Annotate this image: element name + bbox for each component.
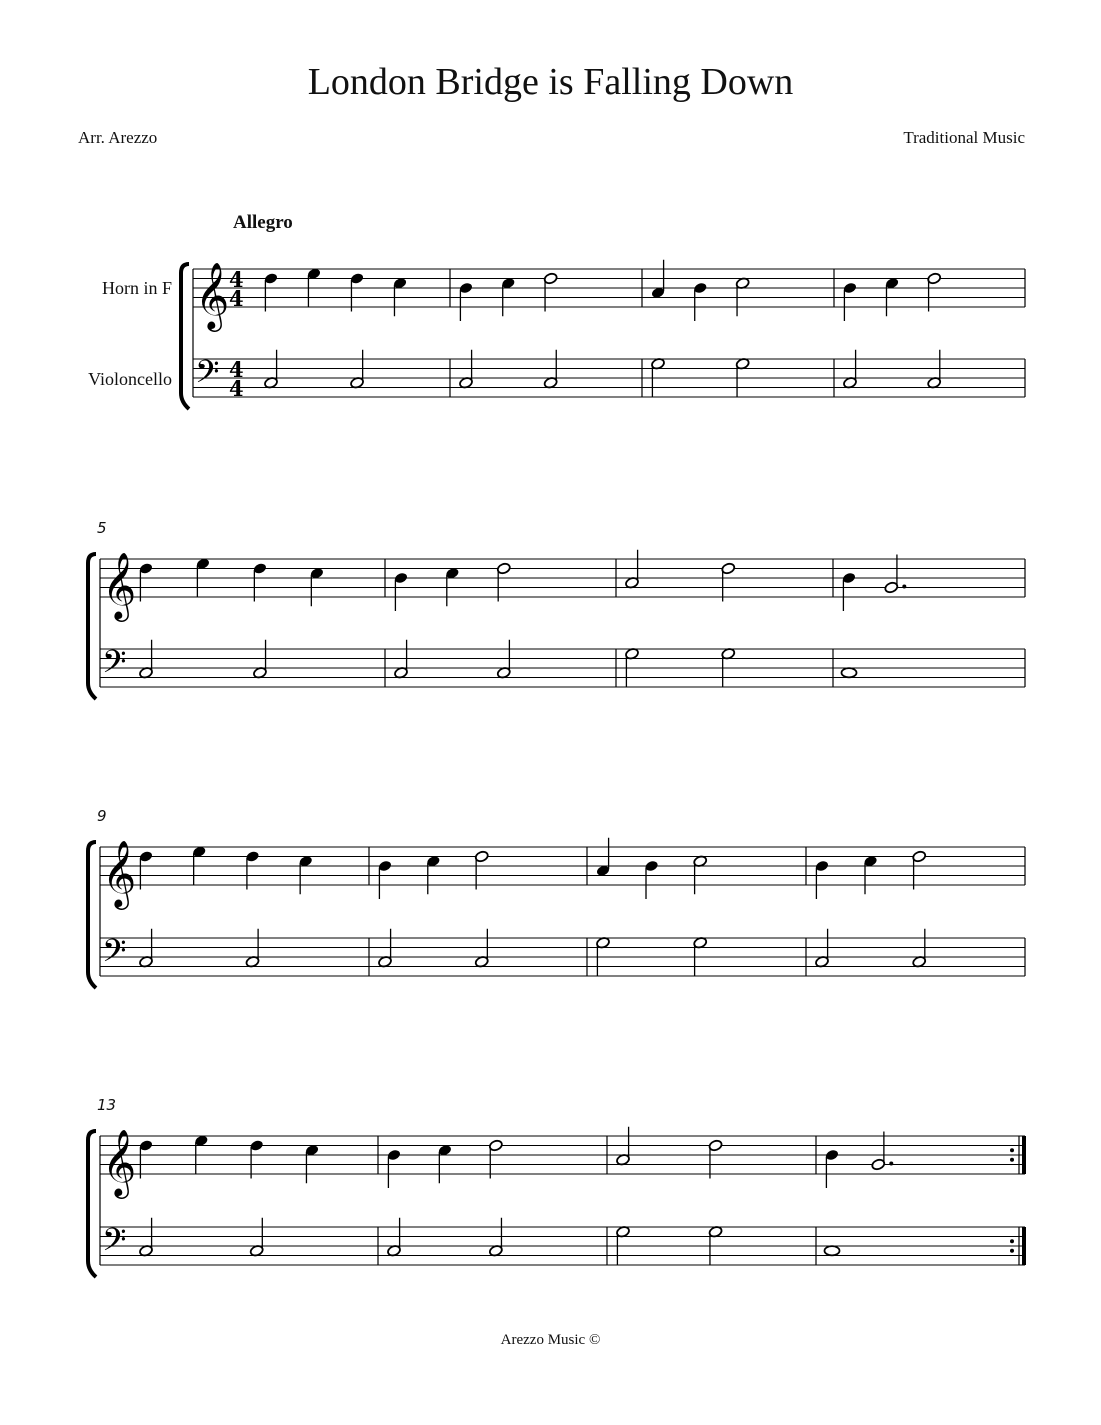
instrument-label-horn: Horn in F bbox=[101, 278, 172, 298]
treble-clef-icon: 𝄞 bbox=[195, 261, 230, 329]
whole-note bbox=[825, 1246, 840, 1255]
measure-number: 13 bbox=[97, 1096, 117, 1114]
repeat-dot bbox=[1010, 1249, 1014, 1253]
time-signature-denominator: 4 bbox=[229, 376, 244, 401]
augmentation-dot bbox=[902, 585, 906, 589]
treble-clef-icon: 𝄞 bbox=[102, 551, 137, 619]
bass-clef-icon: 𝄢 bbox=[102, 1221, 127, 1266]
copyright-footer: Arezzo Music © bbox=[500, 1332, 601, 1348]
bass-clef-icon: 𝄢 bbox=[102, 932, 127, 977]
repeat-dot bbox=[1010, 1148, 1014, 1152]
tempo-marking: Allegro bbox=[233, 212, 293, 233]
treble-clef-icon: 𝄞 bbox=[102, 1128, 137, 1196]
measure-number: 9 bbox=[97, 807, 107, 825]
time-signature-numerator: 4 bbox=[229, 357, 244, 382]
final-barline bbox=[1022, 1136, 1026, 1174]
instrument-label-cello: Violoncello bbox=[88, 369, 172, 389]
repeat-dot bbox=[1010, 1239, 1014, 1243]
system-bracket bbox=[181, 264, 189, 409]
measure-number: 5 bbox=[97, 519, 107, 537]
system-bracket bbox=[88, 554, 96, 699]
augmentation-dot bbox=[889, 1162, 893, 1166]
system-bracket bbox=[88, 1131, 96, 1277]
composer-credit: Traditional Music bbox=[903, 128, 1025, 147]
repeat-dot bbox=[1010, 1158, 1014, 1162]
whole-note bbox=[842, 668, 857, 677]
time-signature-denominator: 4 bbox=[229, 286, 244, 311]
time-signature-numerator: 4 bbox=[229, 267, 244, 292]
treble-clef-icon: 𝄞 bbox=[102, 839, 137, 907]
score-title: London Bridge is Falling Down bbox=[307, 61, 794, 103]
system-bracket bbox=[88, 842, 96, 988]
bass-clef-icon: 𝄢 bbox=[195, 353, 220, 398]
bass-clef-icon: 𝄢 bbox=[102, 643, 127, 688]
final-barline bbox=[1022, 1227, 1026, 1265]
arranger-credit: Arr. Arezzo bbox=[78, 128, 158, 147]
